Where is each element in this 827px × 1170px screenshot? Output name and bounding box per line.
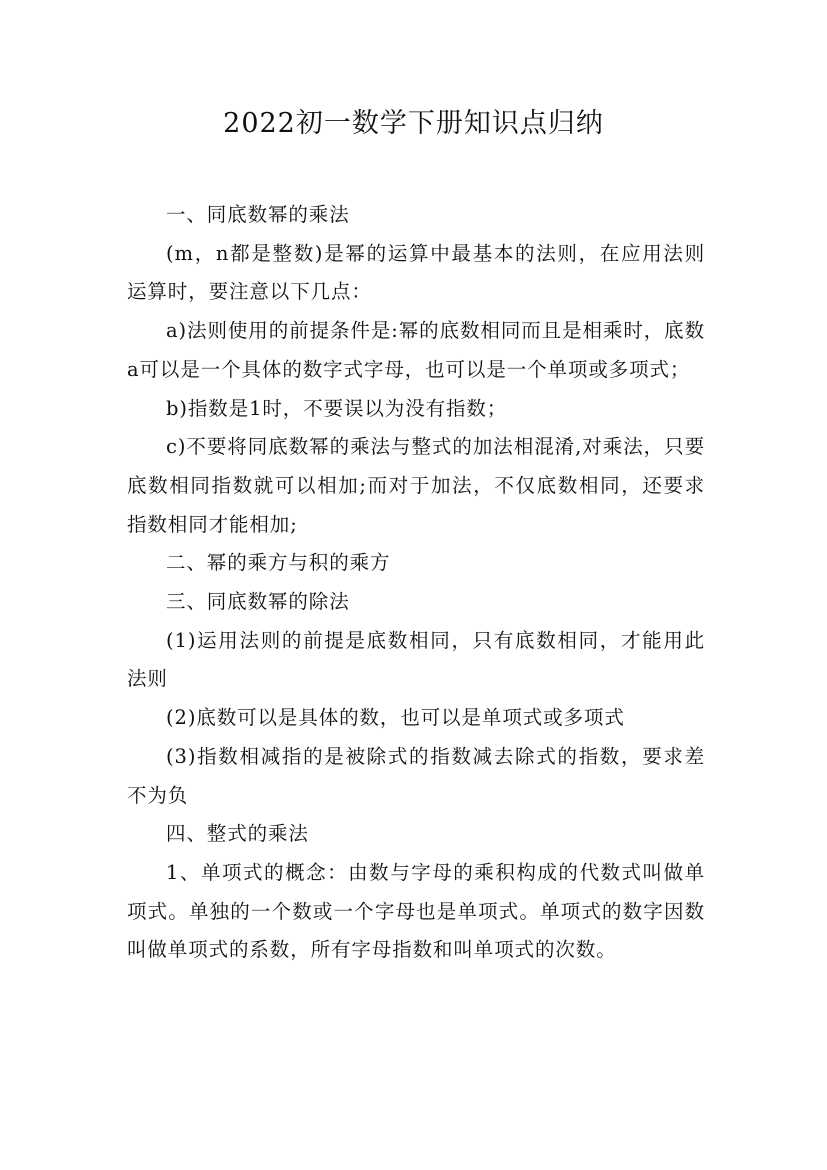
document-title: 2022初一数学下册知识点归纳 [223, 108, 604, 139]
paragraph: 1、单项式的概念：由数与字母的乘积构成的代数式叫做单项式。单独的一个数或一个字母也是单项式。单项式的数字因数叫做单项式的系数，所有字母指数和叫单项式的次数。 [127, 860, 705, 962]
paragraph-heading-3: 三、同底数幂的除法 [166, 590, 350, 614]
paragraph-heading-2: 二、幂的乘方与积的乘方 [166, 551, 391, 575]
paragraph: (m，n都是整数)是幂的运算中最基本的法则，在应用法则运算时，要注意以下几点： [127, 241, 705, 304]
paragraph: c)不要将同底数幂的乘法与整式的加法相混淆,对乘法，只要底数相同指数就可以相加;而对于加法，不仅底数相同，还要求指数相同才能相加; [127, 435, 705, 536]
paragraph-heading-1: 一、同底数幂的乘法 [166, 203, 350, 226]
paragraph-heading-4: 四、整式的乘法 [166, 822, 309, 846]
paragraph: (3)指数相减指的是被除式的指数减去除式的指数，要求差不为负 [127, 744, 705, 807]
paragraph: (2)底数可以是具体的数，也可以是单项式或多项式 [166, 706, 625, 730]
paragraph: b)指数是1时，不要误以为没有指数； [166, 396, 508, 420]
document-body [127, 196, 705, 970]
paragraph: a)法则使用的前提条件是:幂的底数相同而且是相乘时，底数a可以是一个具体的数字式字母，也可以是一个单项或多项式； [127, 319, 705, 381]
paragraph: (1)运用法则的前提是底数相同，只有底数相同，才能用此法则 [127, 628, 705, 691]
